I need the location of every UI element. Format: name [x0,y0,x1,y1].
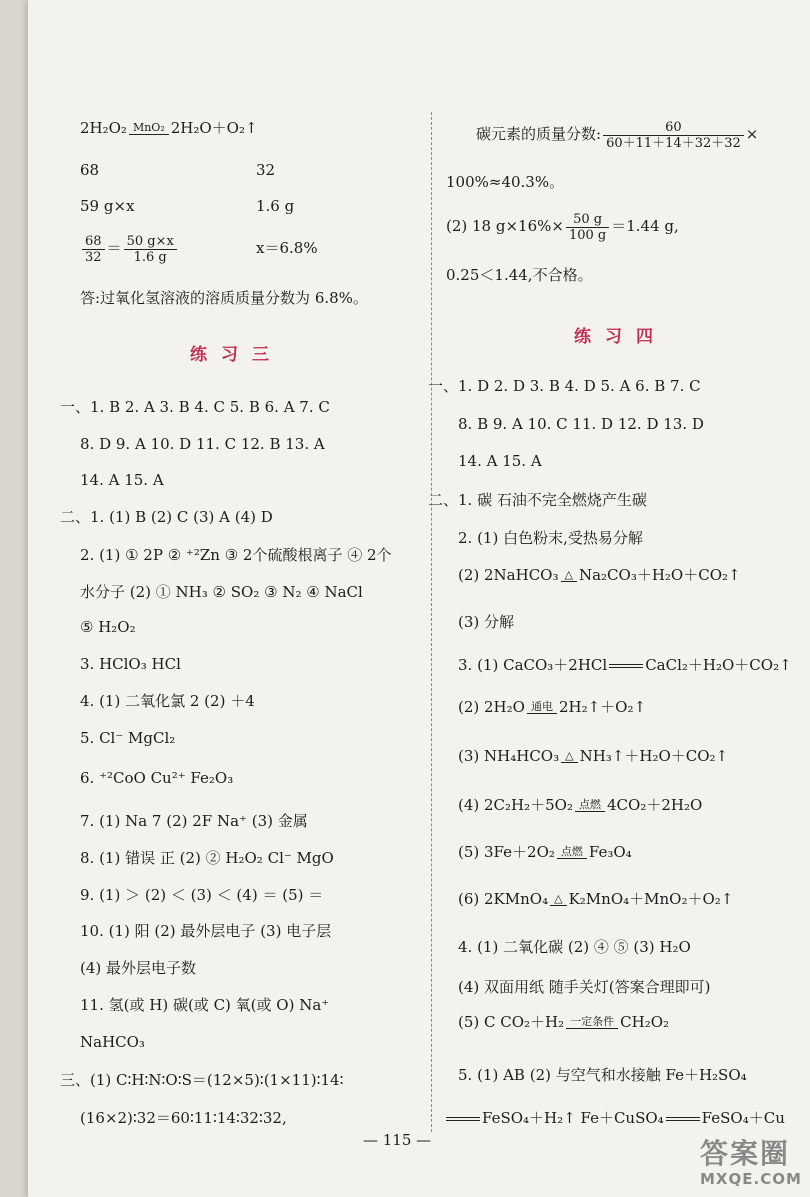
catalyst-label: MnO₂ [132,120,165,134]
equation-line: (4) 2C₂H₂＋5O₂ 点燃 4CO₂＋2H₂O [458,796,703,814]
carbon-fraction-row: 碳元素的质量分数: $\frac{60}{60+11+14+32+32}$ × [476,119,759,151]
equation-line: (5) C CO₂＋H₂ 一定条件 CH₂O₂ [458,1013,670,1031]
column-divider [431,112,432,1132]
variable-row: 59 g×x 1.6 g [80,197,295,215]
answer-line: 三、(1) C∶H∶N∶O∶S＝(12×5)∶(1×11)∶14∶ [60,1071,344,1089]
equation-h2o2: 2H₂O₂ MnO₂ 2H₂O＋O₂↑ [80,119,258,137]
answer-line: (4) 最外层电子数 [80,959,197,977]
fraction: $\frac{68}{32}$ [82,234,105,265]
conclusion: 0.25＜1.44,不合格。 [446,266,593,284]
answer-line: 二、1. 碳 石油不完全燃烧产生碳 [428,491,647,509]
answer-line: ⑤ H₂O₂ [80,618,136,636]
answer-line: 一、1. D 2. D 3. B 4. D 5. A 6. B 7. C [428,377,701,395]
answer-line: 二、1. (1) B (2) C (3) A (4) D [60,508,273,526]
equation-line: (2) 2NaHCO₃ △ Na₂CO₃＋H₂O＋CO₂↑ [458,566,741,584]
answer-line: 5. (1) AB (2) 与空气和水接触 Fe＋H₂SO₄ [458,1066,747,1084]
answer-line: 14. A 15. A [80,471,164,489]
answer-line: 10. (1) 阳 (2) 最外层电子 (3) 电子层 [80,922,332,940]
fraction: $\frac{50 g}{100 g}$ [566,212,609,243]
answer-line: 7. (1) Na 7 (2) 2F Na⁺ (3) 金属 [80,812,308,830]
answer-statement: 答:过氧化氢溶液的溶质质量分数为 6.8%。 [80,289,368,307]
ratio-row: $\frac{68}{32}$ ＝ $\frac{50 g\times x}{1.6 g}$ x＝6.8% [80,233,179,265]
answer-line: 3. HClO₃ HCl [80,655,181,673]
section-title-4: 练习四 [574,327,667,347]
answer-line: 9. (1) ＞ (2) ＜ (3) ＜ (4) ＝ (5) ＝ [80,886,324,904]
answer-page [28,0,810,1197]
fraction: $\frac{60}{60+11+14+32+32}$ [603,120,744,151]
equation-line: (5) 3Fe＋2O₂ 点燃 Fe₃O₄ [458,843,632,861]
watermark-logo: 答案圈 MXQE.COM [700,1137,802,1188]
answer-line: (16×2)∶32＝60∶11∶14∶32∶32, [80,1109,287,1127]
calc-row: (2) 18 g×16%× $\frac{50 g}{100 g}$ ＝1.44 g, [446,211,679,243]
answer-line: (4) 双面用纸 随手关灯(答案合理即可) [458,978,711,996]
answer-line: 一、1. B 2. A 3. B 4. C 5. B 6. A 7. C [60,398,330,416]
equation-line: (6) 2KMnO₄ △ K₂MnO₄＋MnO₂＋O₂↑ [458,890,734,908]
answer-line: 2. (1) 白色粉末,受热易分解 [458,529,643,547]
answer-line: 8. B 9. A 10. C 11. D 12. D 13. D [458,415,704,433]
equation-line: (3) NH₄HCO₃ △ NH₃↑＋H₂O＋CO₂↑ [458,747,729,765]
answer-line: 2. (1) ① 2P ② ⁺²Zn ③ 2个硫酸根离子 ④ 2个 [80,546,392,564]
percent-result: 100%≈40.3%。 [446,173,565,191]
answer-line: 6. ⁺²CoO Cu²⁺ Fe₂O₃ [80,769,234,787]
page-number: — 115 — [363,1131,432,1149]
equation-line: FeSO₄＋H₂↑ Fe＋CuSO₄ FeSO₄＋Cu [446,1108,785,1128]
equation-line: 3. (1) CaCO₃＋2HCl CaCl₂＋H₂O＋CO₂↑ [458,656,792,674]
equation-line: (2) 2H₂O 通电 2H₂↑＋O₂↑ [458,698,647,716]
answer-line: 14. A 15. A [458,452,542,470]
answer-line: 5. Cl⁻ MgCl₂ [80,729,176,747]
answer-line: 11. 氢(或 H) 碳(或 C) 氧(或 O) Na⁺ [80,996,330,1014]
answer-line: 8. D 9. A 10. D 11. C 12. B 13. A [80,435,325,453]
answer-line: 4. (1) 二氧化氯 2 (2) ＋4 [80,692,255,710]
section-title-3: 练习三 [190,345,283,365]
mass-row: 68 32 [80,161,276,179]
answer-line: 8. (1) 错误 正 (2) ② H₂O₂ Cl⁻ MgO [80,849,334,867]
fraction: $\frac{50 g\times x}{1.6 g}$ [124,234,177,265]
answer-line: 水分子 (2) ① NH₃ ② SO₂ ③ N₂ ④ NaCl [80,583,363,601]
answer-line: 4. (1) 二氧化碳 (2) ④ ⑤ (3) H₂O [458,938,691,956]
answer-line: (3) 分解 [458,613,515,631]
answer-line: NaHCO₃ [80,1033,145,1051]
